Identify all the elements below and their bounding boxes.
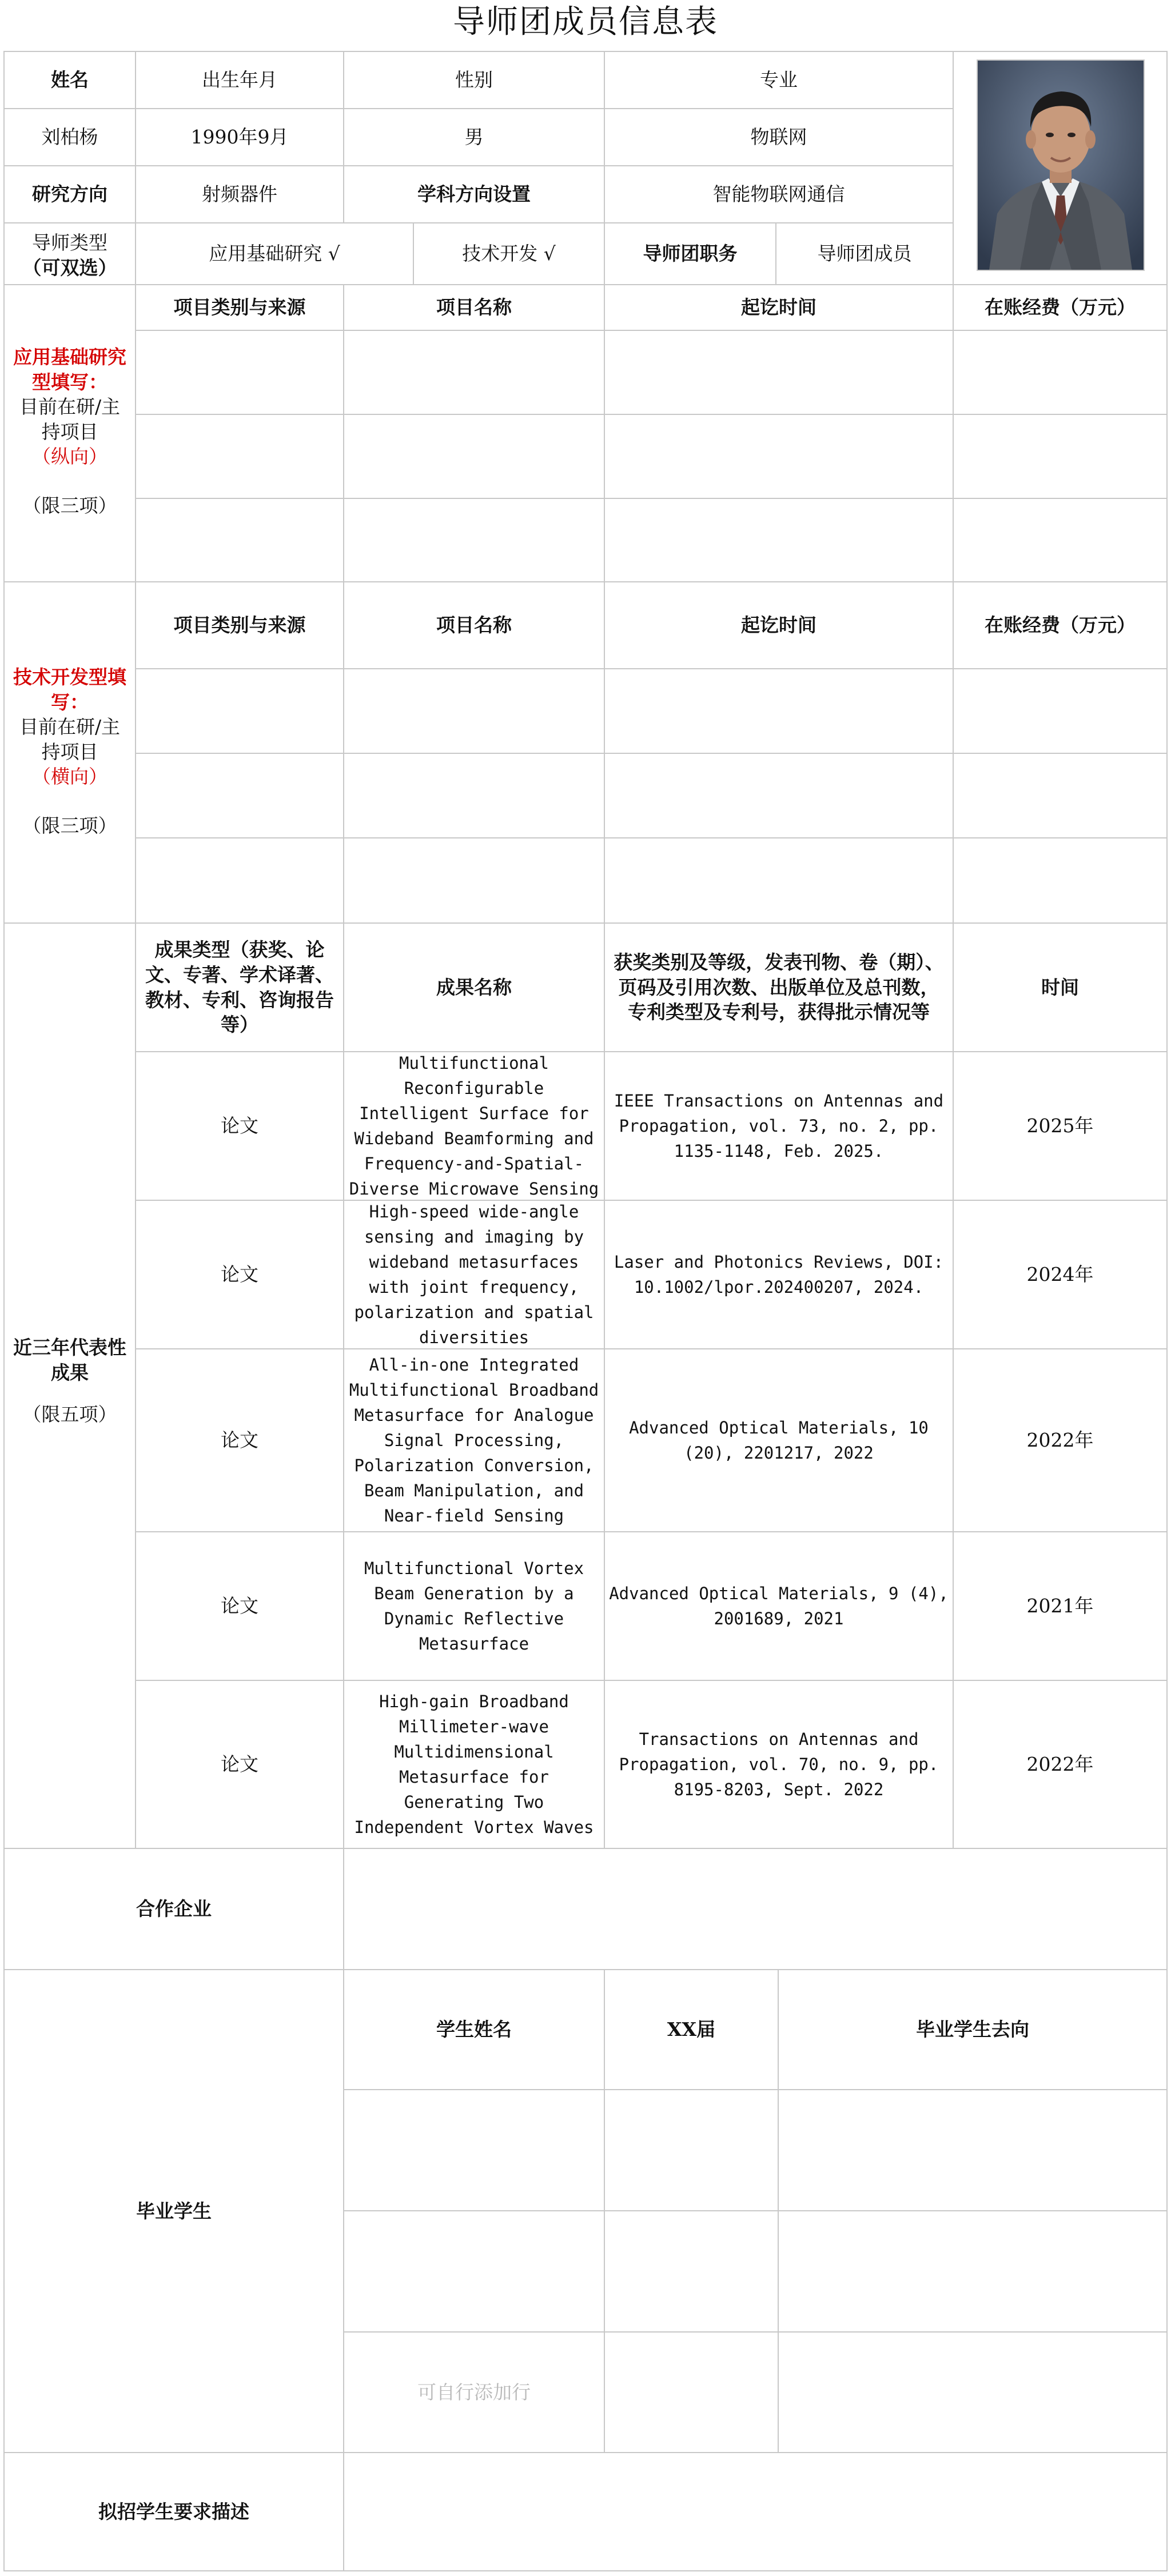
birth-value: 1990年9月 [135, 108, 344, 166]
tp-row2-period[interactable] [604, 753, 954, 838]
check-mark-icon: √ [543, 242, 556, 265]
tp-row1-source[interactable] [135, 668, 344, 754]
birth-label: 出生年月 [135, 51, 344, 109]
mentor-type-tech-dev[interactable] [413, 222, 605, 285]
bp-row1-funds[interactable] [953, 330, 1168, 415]
tp-row3-period[interactable] [604, 837, 954, 924]
bp-row1-name[interactable] [343, 330, 605, 415]
bp-row1-period[interactable] [604, 330, 954, 415]
ach-header-type: 成果类型（获奖、论文、专著、学术译著、教材、专利、咨询报告等） [135, 922, 344, 1052]
mentor-type-tech-dev-text: 技术开发 [462, 242, 538, 265]
basic-research-label-text: 目前在研/主持项目 [19, 396, 121, 443]
tp-row1-name[interactable] [343, 668, 605, 754]
bp-row3-source[interactable] [135, 498, 344, 582]
ach-row3-year: 2022年 [953, 1348, 1168, 1532]
partners-label: 合作企业 [3, 1848, 344, 1970]
basic-research-section-label [3, 284, 136, 582]
gender-value: 男 [343, 108, 605, 166]
ach-header-detail: 获奖类别及等级，发表刊物、卷（期）、页码及引用次数、出版单位及总刊数，专利类型及专利号，获得批示情况等 [604, 922, 954, 1052]
achievements-label: 近三年代表性成果 [13, 1336, 126, 1384]
grad-row2-destination[interactable] [778, 2210, 1168, 2333]
grad-row2-class[interactable] [604, 2210, 779, 2333]
tp-header-source: 项目类别与来源 [135, 581, 344, 669]
tech-dev-limit: （限三项） [22, 814, 117, 837]
bp-row2-name[interactable] [343, 414, 605, 499]
team-role-label: 导师团职务 [604, 222, 776, 285]
ach-row2-year: 2024年 [953, 1200, 1168, 1349]
ach-header-name: 成果名称 [343, 922, 605, 1052]
ach-row5-name: High-gain Broadband Millimeter-wave Multidimensional Metasurface for Generating Two Independent Vortex Waves [343, 1680, 605, 1849]
tp-row2-funds[interactable] [953, 753, 1168, 838]
tp-row1-funds[interactable] [953, 668, 1168, 754]
mentor-type-label [3, 222, 136, 285]
name-label: 姓名 [3, 51, 136, 109]
ach-row5-year: 2022年 [953, 1680, 1168, 1849]
ach-row5-type: 论文 [135, 1680, 344, 1849]
profile-photo [977, 59, 1145, 271]
ach-row2-detail: Laser and Photonics Reviews, DOI: 10.1002/lpor.202400207, 2024. [604, 1200, 954, 1349]
grad-row1-name[interactable] [343, 2089, 605, 2211]
portrait-photo-icon [978, 61, 1144, 270]
ach-row4-detail: Advanced Optical Materials, 9 (4), 2001689, 2021 [604, 1531, 954, 1681]
ach-row5-detail: Transactions on Antennas and Propagation, vol. 70, no. 9, pp. 8195-8203, Sept. 2022 [604, 1680, 954, 1849]
basic-research-label-red: 应用基础研究型填写： [13, 346, 126, 393]
bp-header-name: 项目名称 [343, 284, 605, 331]
basic-research-label-main [10, 394, 129, 469]
ach-row4-name: Multifunctional Vortex Beam Generation by a Dynamic Reflective Metasurface [343, 1531, 605, 1681]
ach-row3-name: All-in-one Integrated Multifunctional Broadband Metasurface for Analogue Signal Processing, Polarization Conversion, Beam Manipulation, and Near-field Sensing [343, 1348, 605, 1532]
tp-row3-funds[interactable] [953, 837, 1168, 924]
ach-row1-detail: IEEE Transactions on Antennas and Propagation, vol. 73, no. 2, pp. 1135-1148, Feb. 2025. [604, 1051, 954, 1201]
partners-value[interactable] [343, 1848, 1168, 1970]
graduates-label: 毕业学生 [3, 1969, 344, 2453]
major-value: 物联网 [604, 108, 954, 166]
grad-add-row-hint[interactable]: 可自行添加行 [343, 2331, 605, 2453]
basic-research-label-paren: （纵向） [32, 445, 107, 468]
ach-row1-name: Multifunctional Reconfigurable Intelligent Surface for Wideband Beamforming and Frequency-and-Spatial-Diverse Microwave Sensing [343, 1051, 605, 1201]
bp-row2-source[interactable] [135, 414, 344, 499]
ach-row1-year: 2025年 [953, 1051, 1168, 1201]
achievements-section-label [3, 922, 136, 1849]
name-value: 刘柏杨 [3, 108, 136, 166]
bp-row3-funds[interactable] [953, 498, 1168, 582]
ach-header-year: 时间 [953, 922, 1168, 1052]
mentor-type-basic-research[interactable] [135, 222, 414, 285]
tech-dev-section-label [3, 581, 136, 924]
grad-header-destination: 毕业学生去向 [778, 1969, 1168, 2090]
bp-header-funds: 在账经费（万元） [953, 284, 1168, 331]
bp-row3-name[interactable] [343, 498, 605, 582]
grad-row1-destination[interactable] [778, 2089, 1168, 2211]
ach-row4-year: 2021年 [953, 1531, 1168, 1681]
requirements-value[interactable] [343, 2452, 1168, 2571]
tp-header-name: 项目名称 [343, 581, 605, 669]
major-label: 专业 [604, 51, 954, 109]
tp-row2-source[interactable] [135, 753, 344, 838]
tech-dev-label-text: 目前在研/主持项目 [19, 716, 121, 763]
discipline-value: 智能物联网通信 [604, 165, 954, 223]
mentor-type-basic-research-text: 应用基础研究 [209, 242, 322, 265]
grad-row3-class[interactable] [604, 2331, 779, 2453]
bp-row3-period[interactable] [604, 498, 954, 582]
research-label: 研究方向 [3, 165, 136, 223]
ach-row3-detail: Advanced Optical Materials, 10 (20), 2201217, 2022 [604, 1348, 954, 1532]
team-role-value: 导师团成员 [775, 222, 954, 285]
bp-row2-funds[interactable] [953, 414, 1168, 499]
ach-row3-type: 论文 [135, 1348, 344, 1532]
mentor-type-label-line1: 导师类型 [32, 231, 107, 254]
tech-dev-label-red: 技术开发型填写： [13, 666, 126, 713]
grad-header-class: XX届 [604, 1969, 779, 2090]
mentor-type-label-line2: （可双选） [22, 256, 117, 279]
basic-research-limit: （限三项） [22, 494, 117, 517]
ach-row1-type: 论文 [135, 1051, 344, 1201]
ach-row2-type: 论文 [135, 1200, 344, 1349]
bp-header-period: 起讫时间 [604, 284, 954, 331]
ach-row4-type: 论文 [135, 1531, 344, 1681]
grad-row3-destination[interactable] [778, 2331, 1168, 2453]
grad-row1-class[interactable] [604, 2089, 779, 2211]
requirements-label: 拟招学生要求描述 [3, 2452, 344, 2571]
bp-header-source: 项目类别与来源 [135, 284, 344, 331]
research-value: 射频器件 [135, 165, 344, 223]
tp-row3-name[interactable] [343, 837, 605, 924]
grad-header-name: 学生姓名 [343, 1969, 605, 2090]
tp-header-funds: 在账经费（万元） [953, 581, 1168, 669]
form-title: 导师团成员信息表 [453, 3, 718, 41]
achievements-limit: （限五项） [22, 1403, 117, 1426]
tech-dev-label-paren: （横向） [32, 765, 107, 788]
tp-header-period: 起讫时间 [604, 581, 954, 669]
gender-label: 性别 [343, 51, 605, 109]
tp-row1-period[interactable] [604, 668, 954, 754]
bp-row2-period[interactable] [604, 414, 954, 499]
tp-row3-source[interactable] [135, 837, 344, 924]
check-mark-icon: √ [328, 242, 340, 265]
tp-row2-name[interactable] [343, 753, 605, 838]
grad-row2-name[interactable] [343, 2210, 605, 2333]
tech-dev-label-main [10, 714, 129, 789]
discipline-label: 学科方向设置 [343, 165, 605, 223]
bp-row1-source[interactable] [135, 330, 344, 415]
ach-row2-name: High-speed wide-angle sensing and imaging by wideband metasurfaces with joint frequency, polarization and spatial diversities [343, 1200, 605, 1349]
